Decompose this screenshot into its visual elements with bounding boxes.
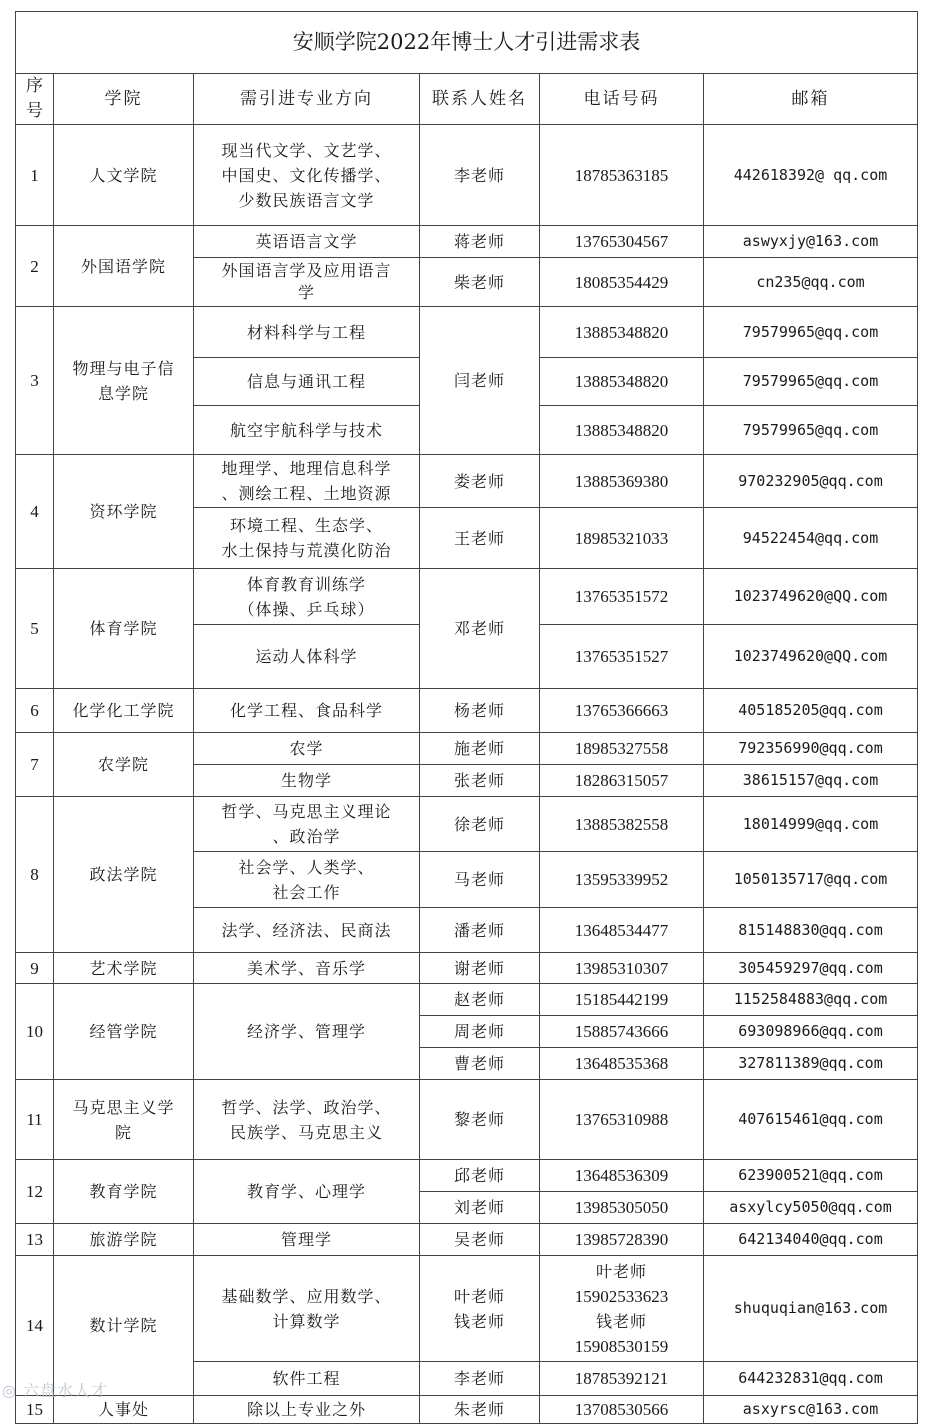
college-cell: 人文学院 bbox=[54, 125, 194, 226]
row-no: 13 bbox=[16, 1224, 54, 1256]
email-cell: 327811389@qq.com bbox=[704, 1048, 918, 1080]
major-cell bbox=[194, 852, 420, 908]
header-major: 需引进专业方向 bbox=[194, 74, 420, 125]
major-cell bbox=[194, 1256, 420, 1362]
phone-cell: 13595339952 bbox=[540, 852, 704, 908]
phone-cell: 13885369380 bbox=[540, 455, 704, 508]
email-cell: 79579965@qq.com bbox=[704, 307, 918, 358]
contact-cell: 蒋老师 bbox=[420, 226, 540, 258]
table-row bbox=[16, 307, 918, 358]
major-line: 民族学、马克思主义 bbox=[229, 1122, 383, 1142]
watermark-icon: ◎ bbox=[2, 1381, 17, 1400]
phone-cell: 18785392121 bbox=[540, 1362, 704, 1396]
contact-cell: 张老师 bbox=[420, 765, 540, 797]
major-cell bbox=[194, 508, 420, 569]
phone-cell: 18985321033 bbox=[540, 508, 704, 569]
major-cell: 材料科学与工程 bbox=[194, 307, 420, 358]
phone-cell: 13648535368 bbox=[540, 1048, 704, 1080]
email-cell: 815148830@qq.com bbox=[704, 908, 918, 953]
table-row bbox=[16, 953, 918, 984]
table-row bbox=[16, 797, 918, 852]
contact-cell: 柴老师 bbox=[420, 258, 540, 307]
header-college: 学院 bbox=[54, 74, 194, 125]
contact-cell: 施老师 bbox=[420, 733, 540, 765]
phone-cell: 13885348820 bbox=[540, 406, 704, 455]
email-cell: 79579965@qq.com bbox=[704, 406, 918, 455]
table-row bbox=[16, 1080, 918, 1160]
major-cell: 软件工程 bbox=[194, 1362, 420, 1396]
college-cell: 农学院 bbox=[54, 733, 194, 797]
major-cell: 化学工程、食品科学 bbox=[194, 689, 420, 733]
phone-cell: 13985310307 bbox=[540, 953, 704, 984]
row-no: 6 bbox=[16, 689, 54, 733]
major-line: 少数民族语言文学 bbox=[238, 190, 375, 210]
major-line: 学 bbox=[297, 283, 315, 302]
contact-cell: 潘老师 bbox=[420, 908, 540, 953]
college-line: 物理与电子信 bbox=[72, 358, 175, 378]
email-cell: 792356990@qq.com bbox=[704, 733, 918, 765]
major-cell bbox=[194, 258, 420, 307]
table-row bbox=[16, 689, 918, 733]
table-row bbox=[16, 733, 918, 765]
college-cell: 经管学院 bbox=[54, 984, 194, 1080]
major-cell: 经济学、管理学 bbox=[194, 984, 420, 1080]
email-cell: 1050135717@qq.com bbox=[704, 852, 918, 908]
major-cell: 生物学 bbox=[194, 765, 420, 797]
phone-cell: 13885382558 bbox=[540, 797, 704, 852]
college-cell bbox=[54, 307, 194, 455]
college-cell: 化学化工学院 bbox=[54, 689, 194, 733]
phone-cell: 18286315057 bbox=[540, 765, 704, 797]
contact-cell: 谢老师 bbox=[420, 953, 540, 984]
major-cell: 管理学 bbox=[194, 1224, 420, 1256]
contact-cell: 朱老师 bbox=[420, 1396, 540, 1424]
phone-cell: 13648534477 bbox=[540, 908, 704, 953]
row-no: 14 bbox=[16, 1256, 54, 1396]
phone-cell: 18085354429 bbox=[540, 258, 704, 307]
table-row bbox=[16, 455, 918, 508]
email-cell: 442618392@ qq.com bbox=[704, 125, 918, 226]
email-cell: aswyxjy@163.com bbox=[704, 226, 918, 258]
major-line: 、测绘工程、土地资源 bbox=[221, 484, 392, 503]
major-cell: 英语语言文学 bbox=[194, 226, 420, 258]
major-cell bbox=[194, 455, 420, 508]
college-cell: 旅游学院 bbox=[54, 1224, 194, 1256]
major-cell: 除以上专业之外 bbox=[194, 1396, 420, 1424]
email-cell: 693098966@qq.com bbox=[704, 1016, 918, 1048]
row-no: 5 bbox=[16, 569, 54, 689]
major-line: （体操、乒乓球） bbox=[238, 599, 375, 619]
email-cell: 1023749620@QQ.com bbox=[704, 569, 918, 625]
phone-cell: 13985728390 bbox=[540, 1224, 704, 1256]
contact-cell: 刘老师 bbox=[420, 1192, 540, 1224]
contact-cell: 杨老师 bbox=[420, 689, 540, 733]
major-cell bbox=[194, 1080, 420, 1160]
major-line: 环境工程、生态学、 bbox=[229, 516, 383, 535]
phone-cell: 18985327558 bbox=[540, 733, 704, 765]
phone-cell: 15885743666 bbox=[540, 1016, 704, 1048]
contact-cell: 王老师 bbox=[420, 508, 540, 569]
email-cell: 94522454@qq.com bbox=[704, 508, 918, 569]
email-cell: 970232905@qq.com bbox=[704, 455, 918, 508]
table-row bbox=[16, 1160, 918, 1192]
phone-cell: 13885348820 bbox=[540, 358, 704, 406]
row-no: 11 bbox=[16, 1080, 54, 1160]
email-cell: 79579965@qq.com bbox=[704, 358, 918, 406]
watermark-text: 六盘水人才 bbox=[23, 1381, 109, 1400]
college-cell bbox=[54, 1080, 194, 1160]
phone-line: 叶老师 bbox=[595, 1261, 647, 1281]
major-line: 哲学、法学、政治学、 bbox=[221, 1097, 392, 1117]
row-no: 12 bbox=[16, 1160, 54, 1224]
row-no: 2 bbox=[16, 226, 54, 307]
contact-cell: 徐老师 bbox=[420, 797, 540, 852]
row-no: 10 bbox=[16, 984, 54, 1080]
row-no: 4 bbox=[16, 455, 54, 569]
contact-cell bbox=[420, 1256, 540, 1362]
contact-cell: 邓老师 bbox=[420, 569, 540, 689]
phone-cell: 13648536309 bbox=[540, 1160, 704, 1192]
phone-cell bbox=[540, 1256, 704, 1362]
phone-line: 15908530159 bbox=[574, 1336, 669, 1356]
college-cell: 人事处 bbox=[54, 1396, 194, 1424]
contact-cell: 闫老师 bbox=[420, 307, 540, 455]
table-row bbox=[16, 1396, 918, 1424]
header-email: 邮箱 bbox=[704, 74, 918, 125]
phone-cell: 13765351527 bbox=[540, 625, 704, 689]
major-line: 社会学、人类学、 bbox=[238, 857, 375, 877]
contact-cell: 黎老师 bbox=[420, 1080, 540, 1160]
major-line: 计算数学 bbox=[272, 1311, 341, 1331]
row-no: 1 bbox=[16, 125, 54, 226]
phone-line: 钱老师 bbox=[595, 1311, 647, 1331]
phone-cell: 13708530566 bbox=[540, 1396, 704, 1424]
major-cell bbox=[194, 797, 420, 852]
table-row bbox=[16, 569, 918, 625]
table-row bbox=[16, 1256, 918, 1362]
contact-cell: 周老师 bbox=[420, 1016, 540, 1048]
table-row bbox=[16, 226, 918, 258]
row-no: 3 bbox=[16, 307, 54, 455]
email-cell: 407615461@qq.com bbox=[704, 1080, 918, 1160]
major-cell: 航空宇航科学与技术 bbox=[194, 406, 420, 455]
email-cell: cn235@qq.com bbox=[704, 258, 918, 307]
major-cell: 教育学、心理学 bbox=[194, 1160, 420, 1224]
major-cell: 信息与通讯工程 bbox=[194, 358, 420, 406]
phone-cell: 13885348820 bbox=[540, 307, 704, 358]
major-cell: 农学 bbox=[194, 733, 420, 765]
contact-cell: 曹老师 bbox=[420, 1048, 540, 1080]
major-cell bbox=[194, 569, 420, 625]
major-line: 社会工作 bbox=[272, 882, 341, 902]
table-row bbox=[16, 1224, 918, 1256]
phone-line: 15902533623 bbox=[574, 1286, 669, 1306]
email-cell: 644232831@qq.com bbox=[704, 1362, 918, 1396]
contact-line: 钱老师 bbox=[453, 1311, 505, 1331]
college-line: 马克思主义学 bbox=[72, 1097, 175, 1117]
phone-cell: 13765351572 bbox=[540, 569, 704, 625]
college-line: 息学院 bbox=[97, 383, 149, 403]
email-cell: 1152584883@qq.com bbox=[704, 984, 918, 1016]
watermark bbox=[2, 1378, 108, 1401]
contact-cell: 吴老师 bbox=[420, 1224, 540, 1256]
major-line: 、政治学 bbox=[272, 827, 341, 846]
header-contact: 联系人姓名 bbox=[420, 74, 540, 125]
email-cell: 305459297@qq.com bbox=[704, 953, 918, 984]
phone-cell: 13765366663 bbox=[540, 689, 704, 733]
major-cell: 法学、经济法、民商法 bbox=[194, 908, 420, 953]
contact-cell: 赵老师 bbox=[420, 984, 540, 1016]
page-title: 安顺学院2022年博士人才引进需求表 bbox=[16, 12, 918, 74]
email-cell: 405185205@qq.com bbox=[704, 689, 918, 733]
major-cell: 美术学、音乐学 bbox=[194, 953, 420, 984]
college-cell: 体育学院 bbox=[54, 569, 194, 689]
header-phone: 电话号码 bbox=[540, 74, 704, 125]
college-cell: 艺术学院 bbox=[54, 953, 194, 984]
major-line: 地理学、地理信息科学 bbox=[221, 459, 392, 478]
major-line: 基础数学、应用数学、 bbox=[221, 1286, 392, 1306]
college-cell: 教育学院 bbox=[54, 1160, 194, 1224]
contact-cell: 李老师 bbox=[420, 1362, 540, 1396]
table-row bbox=[16, 984, 918, 1016]
email-cell: 1023749620@QQ.com bbox=[704, 625, 918, 689]
major-line: 水土保持与荒漠化防治 bbox=[221, 541, 392, 560]
email-cell: asxyrsc@163.com bbox=[704, 1396, 918, 1424]
contact-line: 叶老师 bbox=[453, 1286, 505, 1306]
contact-cell: 娄老师 bbox=[420, 455, 540, 508]
major-line: 哲学、马克思主义理论 bbox=[221, 802, 392, 821]
major-line: 体育教育训练学 bbox=[246, 574, 366, 594]
college-line: 院 bbox=[114, 1122, 132, 1142]
email-cell: 623900521@qq.com bbox=[704, 1160, 918, 1192]
talent-demand-table bbox=[15, 11, 918, 1424]
contact-cell: 邱老师 bbox=[420, 1160, 540, 1192]
college-cell: 外国语学院 bbox=[54, 226, 194, 307]
email-cell: 38615157@qq.com bbox=[704, 765, 918, 797]
header-no: 序号 bbox=[16, 74, 54, 125]
college-cell: 政法学院 bbox=[54, 797, 194, 953]
email-cell: asxylcy5050@qq.com bbox=[704, 1192, 918, 1224]
row-no: 8 bbox=[16, 797, 54, 953]
major-line: 外国语言学及应用语言 bbox=[221, 261, 392, 280]
header-row bbox=[16, 74, 918, 125]
row-no: 7 bbox=[16, 733, 54, 797]
email-cell: shuquqian@163.com bbox=[704, 1256, 918, 1362]
email-cell: 642134040@qq.com bbox=[704, 1224, 918, 1256]
college-cell: 数计学院 bbox=[54, 1256, 194, 1396]
contact-cell: 马老师 bbox=[420, 852, 540, 908]
phone-cell: 13985305050 bbox=[540, 1192, 704, 1224]
email-cell: 18014999@qq.com bbox=[704, 797, 918, 852]
major-cell bbox=[194, 125, 420, 226]
row-no: 9 bbox=[16, 953, 54, 984]
phone-cell: 13765310988 bbox=[540, 1080, 704, 1160]
college-cell: 资环学院 bbox=[54, 455, 194, 569]
phone-cell: 15185442199 bbox=[540, 984, 704, 1016]
major-line: 中国史、文化传播学、 bbox=[221, 165, 392, 185]
major-cell: 运动人体科学 bbox=[194, 625, 420, 689]
contact-cell: 李老师 bbox=[420, 125, 540, 226]
phone-cell: 18785363185 bbox=[540, 125, 704, 226]
row-no: 15 bbox=[16, 1396, 54, 1424]
major-line: 现当代文学、文艺学、 bbox=[221, 140, 392, 160]
phone-cell: 13765304567 bbox=[540, 226, 704, 258]
table-row bbox=[16, 125, 918, 226]
